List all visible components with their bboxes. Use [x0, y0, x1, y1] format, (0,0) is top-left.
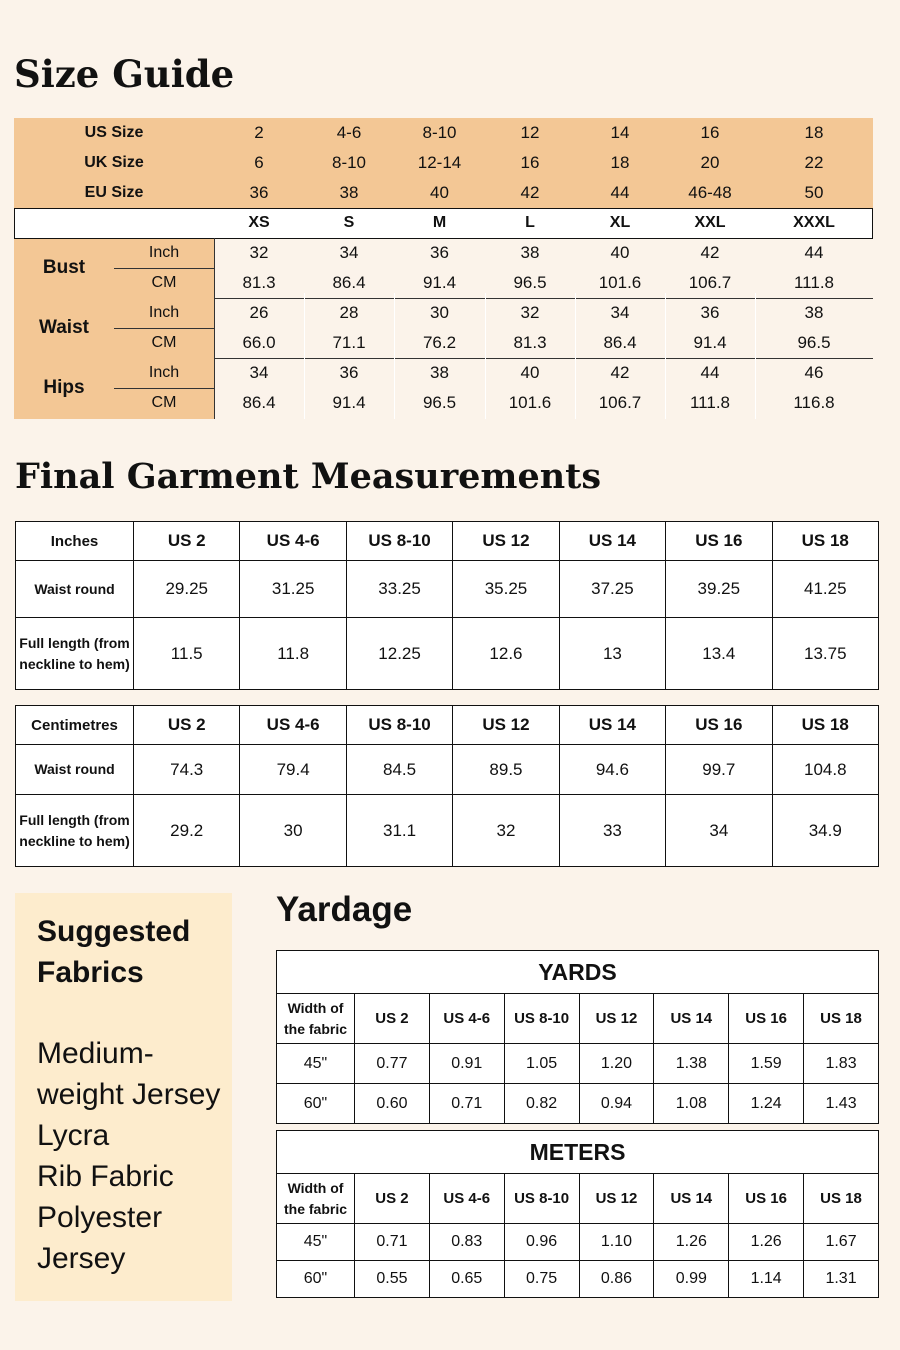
yardage-row	[277, 1261, 879, 1298]
yardage-value: 1.24	[729, 1084, 804, 1124]
size-column-header: US 16	[729, 994, 804, 1044]
measurement-row	[16, 618, 879, 690]
measurement-cm-value: 66.0	[242, 333, 276, 352]
yardage-value: 1.31	[804, 1261, 879, 1298]
yardage-value: 0.83	[429, 1224, 504, 1261]
measurement-inch-value: 36	[700, 303, 720, 322]
size-column-header: US 8-10	[504, 1174, 579, 1224]
measurement-value: 39.25	[666, 561, 772, 618]
yardage-value: 1.67	[804, 1224, 879, 1261]
yardage-value: 1.26	[729, 1224, 804, 1261]
measurement-inch-value: 44	[700, 363, 720, 382]
measurement-value: 12.25	[346, 618, 452, 690]
size-value: 18	[610, 153, 630, 172]
size-value: 4-6	[336, 123, 362, 142]
fabric-item: Rib Fabric	[37, 1160, 174, 1193]
yardage-value: 0.94	[579, 1084, 654, 1124]
size-value: 6	[254, 153, 264, 172]
measurement-cm-value: 91.4	[332, 393, 366, 412]
measurement-cm-value: 71.1	[332, 333, 366, 352]
yardage-value: 1.20	[579, 1044, 654, 1084]
measurement-cm-value: 111.8	[689, 393, 731, 412]
unit-caption: YARDS	[277, 951, 879, 994]
row-label: Full length (from neckline to hem)	[16, 618, 134, 690]
measurement-cm-value: 96.5	[422, 393, 457, 412]
unit-caption: METERS	[277, 1131, 879, 1174]
size-value: 42	[520, 183, 540, 202]
yardage-value: 0.96	[504, 1224, 579, 1261]
size-value: 40	[430, 183, 449, 202]
size-column-header: US 18	[772, 522, 878, 561]
size-value: 12-14	[417, 153, 462, 172]
yardage-value: 0.86	[579, 1261, 654, 1298]
suggested-fabrics-panel	[15, 893, 232, 1301]
size-value: 50	[804, 183, 824, 202]
size-value: 8-10	[422, 123, 457, 142]
size-column-header: US 18	[772, 706, 878, 745]
size-column-header: US 8-10	[346, 706, 452, 745]
measurement-category: Bust	[42, 257, 86, 278]
yardage-value: 0.71	[355, 1224, 430, 1261]
measurement-cm-value: 86.4	[242, 393, 276, 412]
yardage-yards-table	[276, 950, 879, 1124]
measurement-inch-value: 26	[249, 303, 269, 322]
yardage-value: 1.38	[654, 1044, 729, 1084]
size-value: 18	[804, 123, 824, 142]
measurement-inch-value: 30	[430, 303, 449, 322]
measurement-inch-value: 34	[610, 303, 630, 322]
measurement-value: 41.25	[772, 561, 878, 618]
row-label: Full length (from neckline to hem)	[16, 795, 134, 867]
yardage-value: 0.75	[504, 1261, 579, 1298]
size-value: 8-10	[331, 153, 367, 172]
measurement-inch-value: 46	[804, 363, 824, 382]
caption-row	[277, 951, 879, 994]
measurement-inch-value: 36	[339, 363, 359, 382]
measurement-inch-value: 38	[520, 243, 540, 262]
row-label: Waist round	[16, 745, 134, 795]
size-value: 36	[249, 183, 269, 202]
size-column-header: US 14	[654, 1174, 729, 1224]
garment-measurements-inches-table	[15, 521, 879, 690]
yardage-meters-table	[276, 1130, 879, 1298]
column-gap	[665, 293, 666, 419]
size-column-header: US 16	[666, 522, 772, 561]
measurement-cm-value: 116.8	[793, 393, 835, 412]
measurement-inch-value: 36	[430, 243, 449, 262]
fabric-width: 45"	[277, 1044, 355, 1084]
measurement-value: 34.9	[772, 795, 878, 867]
yardage-value: 1.83	[804, 1044, 879, 1084]
measurement-row	[16, 795, 879, 867]
column-gap	[755, 293, 756, 419]
fabric-width: 60"	[277, 1261, 355, 1298]
measurement-value: 79.4	[240, 745, 346, 795]
unit-label-cm: CM	[151, 274, 177, 291]
measurement-cm-value: 101.6	[598, 273, 642, 292]
measurement-value: 33	[559, 795, 665, 867]
measurement-value: 11.8	[240, 618, 346, 690]
measurement-value: 13.4	[666, 618, 772, 690]
fabric-width: 60"	[277, 1084, 355, 1124]
size-column-header: US 18	[804, 994, 879, 1044]
measurement-inch-value: 42	[700, 243, 720, 262]
unit-label-inch: Inch	[148, 364, 180, 381]
yardage-value: 0.99	[654, 1261, 729, 1298]
fabric-item: Polyester	[37, 1201, 163, 1234]
column-gap	[304, 293, 305, 419]
measurement-cm-value: 91.4	[422, 273, 457, 292]
caption-row	[277, 1131, 879, 1174]
size-column-header: US 2	[355, 1174, 430, 1224]
measurement-row	[16, 745, 879, 795]
size-column-header: US 12	[579, 1174, 654, 1224]
yardage-value: 0.82	[504, 1084, 579, 1124]
size-guide-table	[14, 118, 873, 419]
yardage-row	[277, 1084, 879, 1124]
size-value: 12	[520, 123, 540, 142]
measurement-row	[16, 561, 879, 618]
header-row	[277, 994, 879, 1044]
yardage-value: 1.26	[654, 1224, 729, 1261]
measurement-cm-value: 86.4	[332, 273, 366, 292]
column-gap	[575, 293, 576, 419]
letter-size: L	[525, 214, 535, 231]
size-column-header: US 4-6	[429, 1174, 504, 1224]
fabric-width: 45"	[277, 1224, 355, 1261]
yardage-value: 1.05	[504, 1044, 579, 1084]
size-value: 38	[339, 183, 359, 202]
size-column-header: US 4-6	[240, 522, 346, 561]
measurement-value: 12.6	[453, 618, 559, 690]
size-value: 2	[254, 123, 264, 142]
size-column-header: US 14	[559, 706, 665, 745]
measurement-cm-value: 106.7	[688, 273, 732, 292]
measurement-value: 104.8	[772, 745, 878, 795]
letter-size: XL	[609, 214, 631, 231]
yardage-value: 1.14	[729, 1261, 804, 1298]
size-value: 14	[610, 123, 630, 142]
size-column-header: US 12	[579, 994, 654, 1044]
measurement-cm-value: 101.6	[508, 393, 552, 412]
measurement-cm-value: 96.5	[513, 273, 547, 292]
width-label: Width of the fabric	[277, 1174, 355, 1224]
yardage-value: 0.60	[355, 1084, 430, 1124]
measurement-value: 35.25	[453, 561, 559, 618]
fabric-item: Jersey	[37, 1242, 126, 1275]
size-value: 22	[804, 153, 824, 172]
measurement-value: 29.2	[134, 795, 240, 867]
measurement-value: 31.1	[346, 795, 452, 867]
yardage-value: 0.71	[429, 1084, 504, 1124]
measurement-inch-value: 42	[610, 363, 630, 382]
measurement-cm-value: 111.8	[793, 273, 835, 292]
size-column-header: US 12	[453, 706, 559, 745]
size-value: 16	[700, 123, 720, 142]
letter-size: XXXL	[793, 214, 835, 231]
width-label: Width of the fabric	[277, 994, 355, 1044]
measurement-value: 33.25	[346, 561, 452, 618]
fabric-item: Lycra	[37, 1119, 110, 1152]
measurement-category: Waist	[39, 317, 89, 338]
measurement-cm-value: 106.7	[598, 393, 642, 412]
measurement-inch-value: 38	[430, 363, 449, 382]
suggested-fabrics-title: Suggested Fabrics	[37, 915, 191, 989]
measurement-value: 13.75	[772, 618, 878, 690]
size-value: 20	[700, 153, 720, 172]
measurement-cm-value: 86.4	[603, 333, 637, 352]
measurement-cm-value: 81.3	[513, 333, 547, 352]
letter-size: XXL	[694, 214, 726, 231]
final-measurements-title: Final Garment Measurements	[15, 456, 602, 497]
measurement-category: Hips	[43, 377, 85, 398]
size-system-label: US Size	[84, 124, 144, 141]
measurement-cm-value: 81.3	[242, 273, 276, 292]
letter-size: XS	[248, 214, 270, 231]
measurement-value: 34	[666, 795, 772, 867]
measurement-value: 30	[240, 795, 346, 867]
letter-size: M	[432, 214, 447, 231]
size-column-header: US 16	[729, 1174, 804, 1224]
measurement-value: 31.25	[240, 561, 346, 618]
unit-label-cm: CM	[151, 334, 177, 351]
unit-header: Centimetres	[16, 706, 134, 745]
fabric-item: Medium-weight Jersey	[37, 1037, 221, 1111]
measurement-value: 99.7	[666, 745, 772, 795]
measurement-cm-value: 91.4	[693, 333, 727, 352]
size-column-header: US 12	[453, 522, 559, 561]
unit-label-inch: Inch	[148, 304, 180, 321]
header-row	[277, 1174, 879, 1224]
size-column-header: US 8-10	[346, 522, 452, 561]
measurement-value: 29.25	[134, 561, 240, 618]
block-divider	[214, 358, 873, 359]
column-gap	[394, 293, 395, 419]
fabric-list	[37, 1033, 227, 1279]
size-column-header: US 16	[666, 706, 772, 745]
measurement-value: 89.5	[453, 745, 559, 795]
garment-measurements-cm-table	[15, 705, 879, 867]
measurement-cm-value: 96.5	[797, 333, 831, 352]
size-column-header: US 8-10	[504, 994, 579, 1044]
yardage-value: 1.10	[579, 1224, 654, 1261]
measurement-value: 37.25	[559, 561, 665, 618]
column-gap	[485, 293, 486, 419]
size-column-header: US 2	[134, 522, 240, 561]
measurement-inch-value: 40	[610, 243, 630, 262]
block-divider	[214, 298, 873, 299]
size-column-header: US 18	[804, 1174, 879, 1224]
yardage-title: Yardage	[276, 890, 413, 929]
measurement-value: 74.3	[134, 745, 240, 795]
size-column-header: US 4-6	[240, 706, 346, 745]
size-value: 46-48	[688, 183, 732, 202]
row-label: Waist round	[16, 561, 134, 618]
measurement-inch-value: 44	[804, 243, 824, 262]
yardage-value: 1.59	[729, 1044, 804, 1084]
label-divider	[214, 238, 215, 419]
measurement-value: 11.5	[134, 618, 240, 690]
measurement-inch-value: 32	[520, 303, 540, 322]
yardage-value: 0.55	[355, 1261, 430, 1298]
size-system-label: UK Size	[84, 154, 144, 171]
measurement-cm-value: 76.2	[422, 333, 457, 352]
letter-size: S	[343, 214, 355, 231]
measurement-value: 94.6	[559, 745, 665, 795]
measurement-inch-value: 32	[249, 243, 269, 262]
size-column-header: US 14	[654, 994, 729, 1044]
size-system-label: EU Size	[84, 184, 144, 201]
yardage-value: 0.65	[429, 1261, 504, 1298]
yardage-row	[277, 1044, 879, 1084]
measurement-value: 32	[453, 795, 559, 867]
measurement-inch-value: 28	[339, 303, 359, 322]
measurement-inch-value: 40	[520, 363, 540, 382]
size-column-header: US 2	[134, 706, 240, 745]
size-column-header: US 14	[559, 522, 665, 561]
unit-label-cm: CM	[151, 394, 177, 411]
unit-header: Inches	[16, 522, 134, 561]
yardage-value: 0.91	[429, 1044, 504, 1084]
size-column-header: US 2	[355, 994, 430, 1044]
yardage-value: 1.43	[804, 1084, 879, 1124]
measurement-inch-value: 38	[804, 303, 824, 322]
measurement-inch-value: 34	[249, 363, 269, 382]
unit-label-inch: Inch	[148, 244, 180, 261]
measurement-value: 13	[559, 618, 665, 690]
size-column-header: US 4-6	[429, 994, 504, 1044]
size-value: 16	[520, 153, 540, 172]
yardage-row	[277, 1224, 879, 1261]
measurement-value: 84.5	[346, 745, 452, 795]
yardage-value: 1.08	[654, 1084, 729, 1124]
size-guide-title: Size Guide	[14, 52, 235, 96]
yardage-value: 0.77	[355, 1044, 430, 1084]
measurement-inch-value: 34	[339, 243, 359, 262]
size-value: 44	[610, 183, 630, 202]
